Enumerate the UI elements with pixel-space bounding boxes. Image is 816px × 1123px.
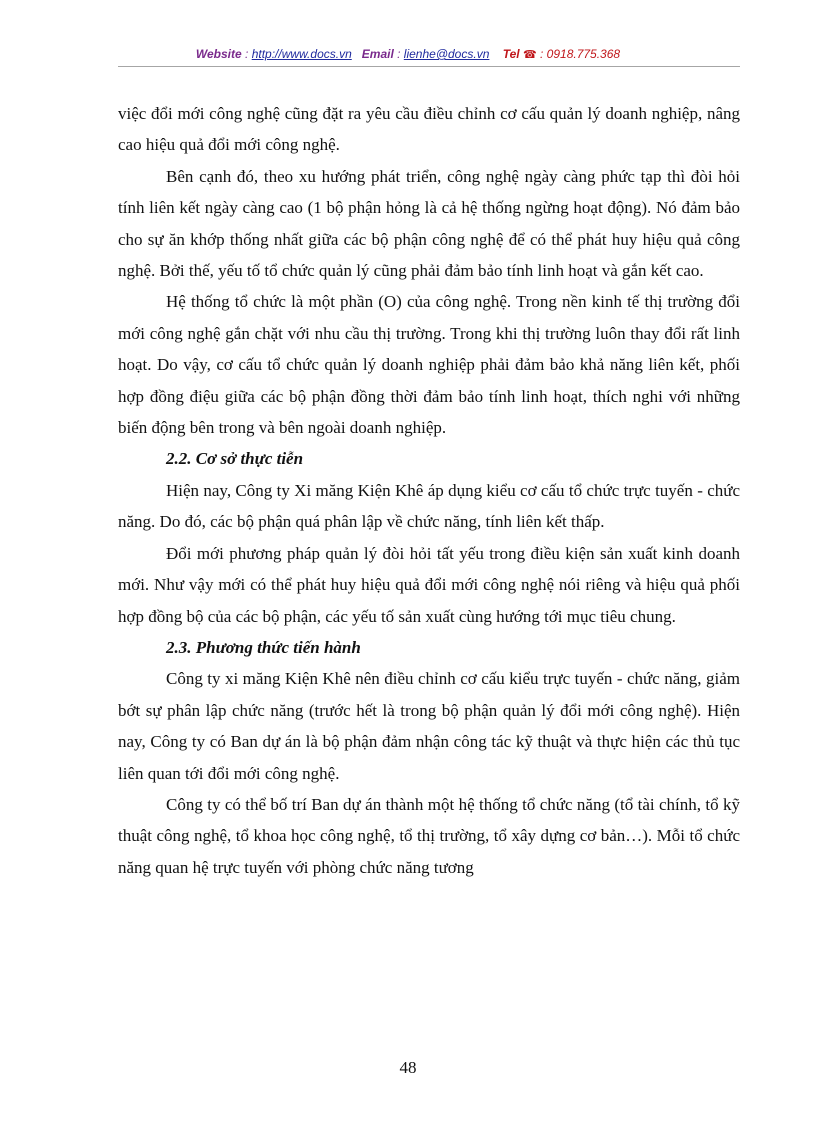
website-label: Website (195, 47, 242, 61)
document-body (118, 98, 740, 883)
paragraph-5: Đổi mới phương pháp quản lý đòi hỏi tất yếu trong điều kiện sản xuất kinh doanh mới. Như vậy mới có thể phát huy hiệu quả đổi mới công nghệ nói riêng và hiệu quả phối hợp đồng bộ của các bộ phận, các yếu tố sản xuất cùng hướng tới mục tiêu chung. (118, 543, 740, 626)
paragraph-4: Hiện nay, Công ty Xi măng Kiện Khê áp dụng kiểu cơ cấu tổ chức trực tuyến - chức năng. Do đó, các bộ phận quá phân lập về chức năng, tính liên kết thấp. (118, 480, 740, 532)
email-link[interactable]: lienhe@docs.vn (403, 47, 490, 61)
page-header (0, 47, 816, 61)
section-heading-2-2: 2.2. Cơ sở thực tiễn (166, 449, 304, 469)
paragraph-2: Bên cạnh đó, theo xu hướng phát triển, công nghệ ngày càng phức tạp thì đòi hỏi tính liên kết ngày càng cao (1 bộ phận hỏng là cả hệ thống ngừng hoạt động). Nó đảm bảo cho sự ăn khớp thống nhất giữa các bộ phận công nghệ để có thể phát huy hiệu quả công nghệ. Bởi thế, yếu tố tổ chức quản lý cũng phải đảm bảo tính linh hoạt và gắn kết cao. (118, 166, 740, 281)
paragraph-7: Công ty có thể bố trí Ban dự án thành một hệ thống tổ chức năng (tổ tài chính, tổ kỹ thuật công nghệ, tổ khoa học công nghệ, tổ thị trường, tổ xây dựng cơ bản…). Mỗi tổ chức năng quan hệ trực tuyến với phòng chức năng tương (118, 794, 740, 877)
website-separator: : (241, 47, 252, 61)
paragraph-3: Hệ thống tổ chức là một phần (O) của công nghệ. Trong nền kinh tế thị trường đổi mới công nghệ gắn chặt với nhu cầu thị trường. Trong khi thị trường luôn thay đổi rất linh hoạt. Do vậy, cơ cấu tổ chức quản lý doanh nghiệp phải đảm bảo khả năng liên kết, phối hợp đồng điệu giữa các bộ phận đồng thời đảm bảo tính linh hoạt, thích nghi với những biến động bên trong và bên ngoài doanh nghiệp. (118, 292, 740, 438)
header-divider (118, 66, 740, 67)
paragraph-1: việc đổi mới công nghệ cũng đặt ra yêu cầu điều chỉnh cơ cấu quản lý doanh nghiệp, nâng cao hiệu quả đổi mới công nghệ. (118, 104, 740, 155)
tel-number: : 0918.775.368 (536, 47, 621, 61)
paragraph-6: Công ty xi măng Kiện Khê nên điều chỉnh cơ cấu kiểu trực tuyến - chức năng, giảm bớt sự phân lập chức năng (trước hết là trong bộ phận quản lý đổi mới công nghệ). Hiện nay, Công ty có Ban dự án là bộ phận đảm nhận công tác kỹ thuật và thực hiện các thủ tục liên quan tới đổi mới công nghệ. (118, 669, 740, 783)
email-label: Email (361, 47, 394, 61)
email-separator: : (393, 47, 404, 61)
section-heading-2-3: 2.3. Phương thức tiến hành (166, 637, 361, 657)
tel-label: Tel (502, 47, 520, 61)
website-link[interactable]: http://www.docs.vn (251, 47, 352, 61)
page-number: 48 (399, 1058, 417, 1077)
phone-icon: ☎ (522, 49, 537, 61)
